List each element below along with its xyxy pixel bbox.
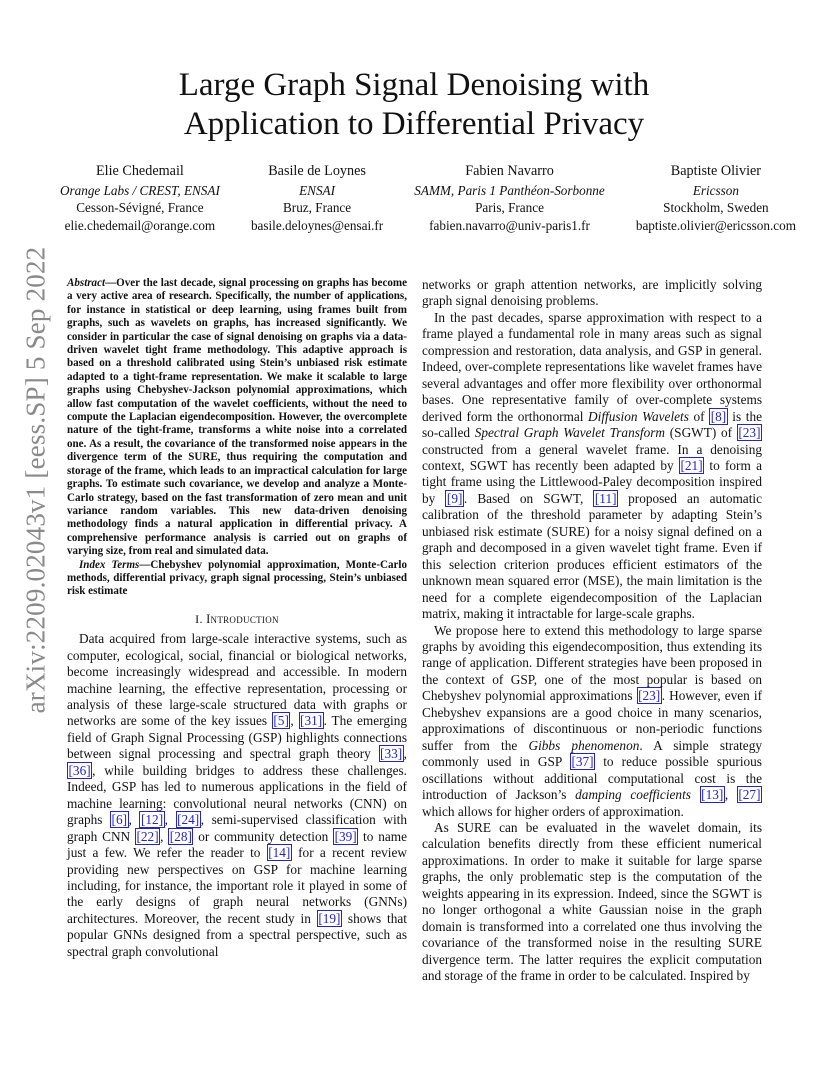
citation-link[interactable]: [22]	[136, 828, 159, 844]
text-run: to name just a few. We refer the reader to	[67, 828, 407, 861]
citation-link[interactable]: [11]	[594, 490, 617, 506]
citation-link[interactable]: [12]	[140, 812, 164, 828]
author-city: Cesson-Sévigné, France	[76, 200, 204, 215]
author-email[interactable]: baptiste.olivier@ericsson.com	[635, 217, 796, 233]
citation-link[interactable]: [28]	[169, 828, 192, 844]
text-run: for a recent review providing new perspectives on GSP for machine learning including, for instance, the important role it played in some of the early designs of graph neural networks (GNNs) architectures. Moreover, the recent study in	[67, 845, 407, 926]
citation-link[interactable]: [23]	[738, 425, 761, 441]
right-column	[422, 277, 762, 984]
citation-link[interactable]: [14]	[268, 845, 291, 861]
arxiv-identifier: arXiv:2209.02043v1 [eess.SP] 5 Sep 2022	[20, 246, 51, 714]
author-email[interactable]: fabien.navarro@univ-paris1.fr	[429, 217, 590, 233]
author-affiliation: SAMM, Paris 1 Panthéon-Sorbonne	[414, 182, 605, 198]
author-name: Fabien Navarro	[465, 163, 554, 179]
text-run: of	[688, 408, 710, 424]
intro-paragraph-4: As SURE can be evaluated in the wavelet domain, its calculation benefits directly from these efficient numerical approximations. In order to make it suitable for large sparse graphs, the only problematic step is the computation of the weights appearing in its expression. Indeed, since the SGWT is no longer orthogonal a white Gaussian noise in the graph domain is transformed into a correlated one thus involving the covariance of the transformed noise in the resulting SURE divergence term. The latter requires the explicit computation and storage of the frame in order to be calculated. Inspired by	[422, 819, 762, 984]
emphasis-term: damping coefficients	[575, 787, 691, 803]
citation-link[interactable]: [33]	[380, 746, 403, 762]
author-name: Basile de Loynes	[268, 163, 366, 179]
citation-link[interactable]: [13]	[701, 787, 724, 803]
abstract-text: —Over the last decade, signal processing on graphs has become a very active area of research. Specifically, the number of applications, for instance in statistical or deep learning, using frames built from graphs, such as wavelets on graphs, has increased significantly. We consider in particular the case of signal denoising on graphs via a data-driven wavelet tight frame methodology. This adaptive approach is based on a threshold calibrated using Stein’s unbiased risk estimate adapted to a tight-frame representation. We make it scalable to large graphs using Chebyshev-Jackson polynomial approximations, which allow fast computation of the wavelet coefficients, without the need to compute the Laplacian eigendecomposition. However, the overcomplete nature of the tight-frame, transforms a white noise into a correlated one. As a result, the covariance of the transformed noise appears in the divergence term of the SURE, thus requiring the computation and storage of the frame, which leads to an impractical calculation for large graphs. To estimate such covariance, we develop and analyze a Monte-Carlo strategy, based on the fast transformation of zero mean and unit variance random variables. This new data-driven denoising methodology finds a natural application in differential privacy. A comprehensive performance analysis is carried out on graphs of varying size, from real and simulated data.	[67, 277, 407, 558]
emphasis-term: Gibbs phenomenon	[528, 737, 640, 753]
author-4	[636, 163, 796, 234]
citation-link[interactable]: [6]	[111, 812, 128, 828]
text-run: . A simple strategy commonly used in GSP	[422, 737, 762, 770]
text-run: to form a tight frame using the Littlewood-Paley decomposition inspired by	[422, 457, 762, 506]
text-run: ,	[128, 812, 140, 828]
index-terms-text: —Chebyshev polynomial approximation, Monte-Carlo methods, differential privacy, graph signal processing, Stein’s unbiased risk estimate	[67, 558, 407, 598]
section-number: I.	[195, 611, 207, 626]
citation-link[interactable]: [36]	[68, 762, 91, 778]
title-line-2: Application to Differential Privacy	[183, 106, 645, 142]
abstract-label: Abstract	[67, 277, 106, 289]
emphasis-term: Diffusion Wavelets	[588, 408, 689, 424]
citation-link[interactable]: [39]	[334, 828, 357, 844]
citation-link[interactable]: [37]	[571, 754, 594, 770]
text-run	[691, 787, 700, 802]
intro-paragraph-1	[67, 631, 407, 960]
citation-link[interactable]: [31]	[300, 713, 323, 729]
abstract	[67, 277, 407, 559]
section-heading-introduction	[67, 611, 407, 627]
citation-link[interactable]: [27]	[738, 787, 761, 803]
author-affiliation: Ericsson	[692, 182, 739, 198]
text-run: ,	[160, 828, 169, 844]
text-run: which allows for higher orders of approximation.	[422, 803, 684, 819]
author-email[interactable]: basile.deloynes@ensai.fr	[250, 217, 384, 233]
author-block	[60, 163, 796, 234]
title-line-1: Large Graph Signal Denoising with	[178, 67, 650, 103]
text-run: Data acquired from large-scale interactive systems, such as computer, ecological, social, financial or biological networks, become increasingly widespread and accessible. In modern machine learning, the effective representation, processing or analysis of these large-scale structured data with graphs or networks are some of the key issues	[67, 631, 407, 729]
author-city: Stockholm, Sweden	[663, 200, 769, 215]
author-city: Bruz, France	[283, 200, 352, 215]
text-run: We propose here to extend this methodology to large sparse graphs by avoiding this eigendecomposition, thus extending its range of application. Different strategies have been proposed in the context of GSP, one of the most popular is based on Chebyshev polynomial approximations	[422, 622, 762, 704]
text-run: ,	[403, 746, 407, 762]
intro-paragraph-3	[422, 623, 762, 820]
author-name: Baptiste Olivier	[670, 163, 762, 179]
text-run: In the past decades, sparse approximation with respect to a frame played a fundamental role in many areas such as signal compression and restoration, data analysis, and GSP in general. Indeed, over-complete representations like wavelet frames have several advantages and offer more flexibility over orthonormal bases. One representative family of over-complete systems derived form the orthonormal	[422, 309, 762, 424]
arxiv-sidebar	[14, 246, 58, 714]
citation-link[interactable]: [8]	[710, 408, 727, 424]
author-2	[251, 163, 383, 234]
section-title: Introduction	[206, 611, 279, 626]
author-affiliation: Orange Labs / CREST, ENSAI	[60, 182, 220, 198]
text-run: (SGWT) of	[665, 425, 737, 441]
index-terms	[67, 559, 407, 599]
citation-link[interactable]: [23]	[638, 688, 661, 704]
citation-link[interactable]: [5]	[273, 713, 289, 729]
author-name: Elie Chedemail	[95, 163, 184, 179]
citation-link[interactable]: [9]	[446, 490, 463, 506]
text-run: , semi-supervised classification with graph CNN	[67, 812, 408, 844]
text-run: ,	[724, 787, 737, 803]
author-3	[414, 163, 604, 234]
text-run: proposed an automatic calibration of the threshold parameter by adapting Stein’s unbiased risk estimate (SURE) for a noisy signal defined on a graph and decomposed in a given wavelet tight frame. Even if this selection criterion produces efficient estimators of the unknown mean squared error (MSE), the main limitation is the need for a complete eigendecomposition of the Laplacian matrix, making it intractable for large-scale graphs.	[422, 490, 763, 622]
text-run: ,	[290, 713, 299, 729]
author-1	[60, 163, 220, 234]
citation-link[interactable]: [24]	[177, 812, 200, 828]
citation-link[interactable]: [21]	[680, 457, 703, 473]
text-run: shows that popular GNNs designed from a spectral perspective, such as spectral graph convolutional	[67, 910, 407, 959]
text-run: , while building bridges to address these challenges. Indeed, GSP has led to numerous applications in the field of machine learning: convolutional neural networks (CNN) on graphs	[67, 762, 407, 828]
text-run: or community detection	[193, 828, 334, 844]
text-run: . Based on SGWT,	[463, 490, 594, 506]
author-email[interactable]: elie.chedemail@orange.com	[64, 217, 216, 233]
intro-paragraph-2	[422, 310, 762, 623]
index-terms-label: Index Terms	[79, 558, 140, 571]
citation-link[interactable]: [19]	[318, 910, 341, 926]
author-city: Paris, France	[475, 200, 544, 215]
paper-title	[60, 66, 768, 144]
emphasis-term: Spectral Graph Wavelet Transform	[474, 425, 666, 441]
author-affiliation: ENSAI	[299, 182, 336, 198]
intro-paragraph-1-continued: networks or graph attention networks, are implicitly solving graph signal denoising problems.	[422, 277, 762, 309]
text-run: . The emerging field of Graph Signal Processing (GSP) highlights connections between signal processing and spectral graph theory	[67, 713, 407, 762]
text-run: ,	[164, 812, 176, 828]
text-run: . However, even if Chebyshev expansions are a good choice in many scenarios, approximations of discontinuous or non-periodic functions suffer from the	[422, 688, 762, 753]
text-run: to reduce possible spurious oscillations without additional computational cost is the introduction of Jackson’s	[422, 754, 762, 803]
text-run: constructed from a general wavelet frame. In a denoising context, SGWT has recently been adapted by	[422, 441, 762, 473]
left-column	[67, 277, 407, 960]
text-run: is the so-called	[422, 408, 762, 441]
